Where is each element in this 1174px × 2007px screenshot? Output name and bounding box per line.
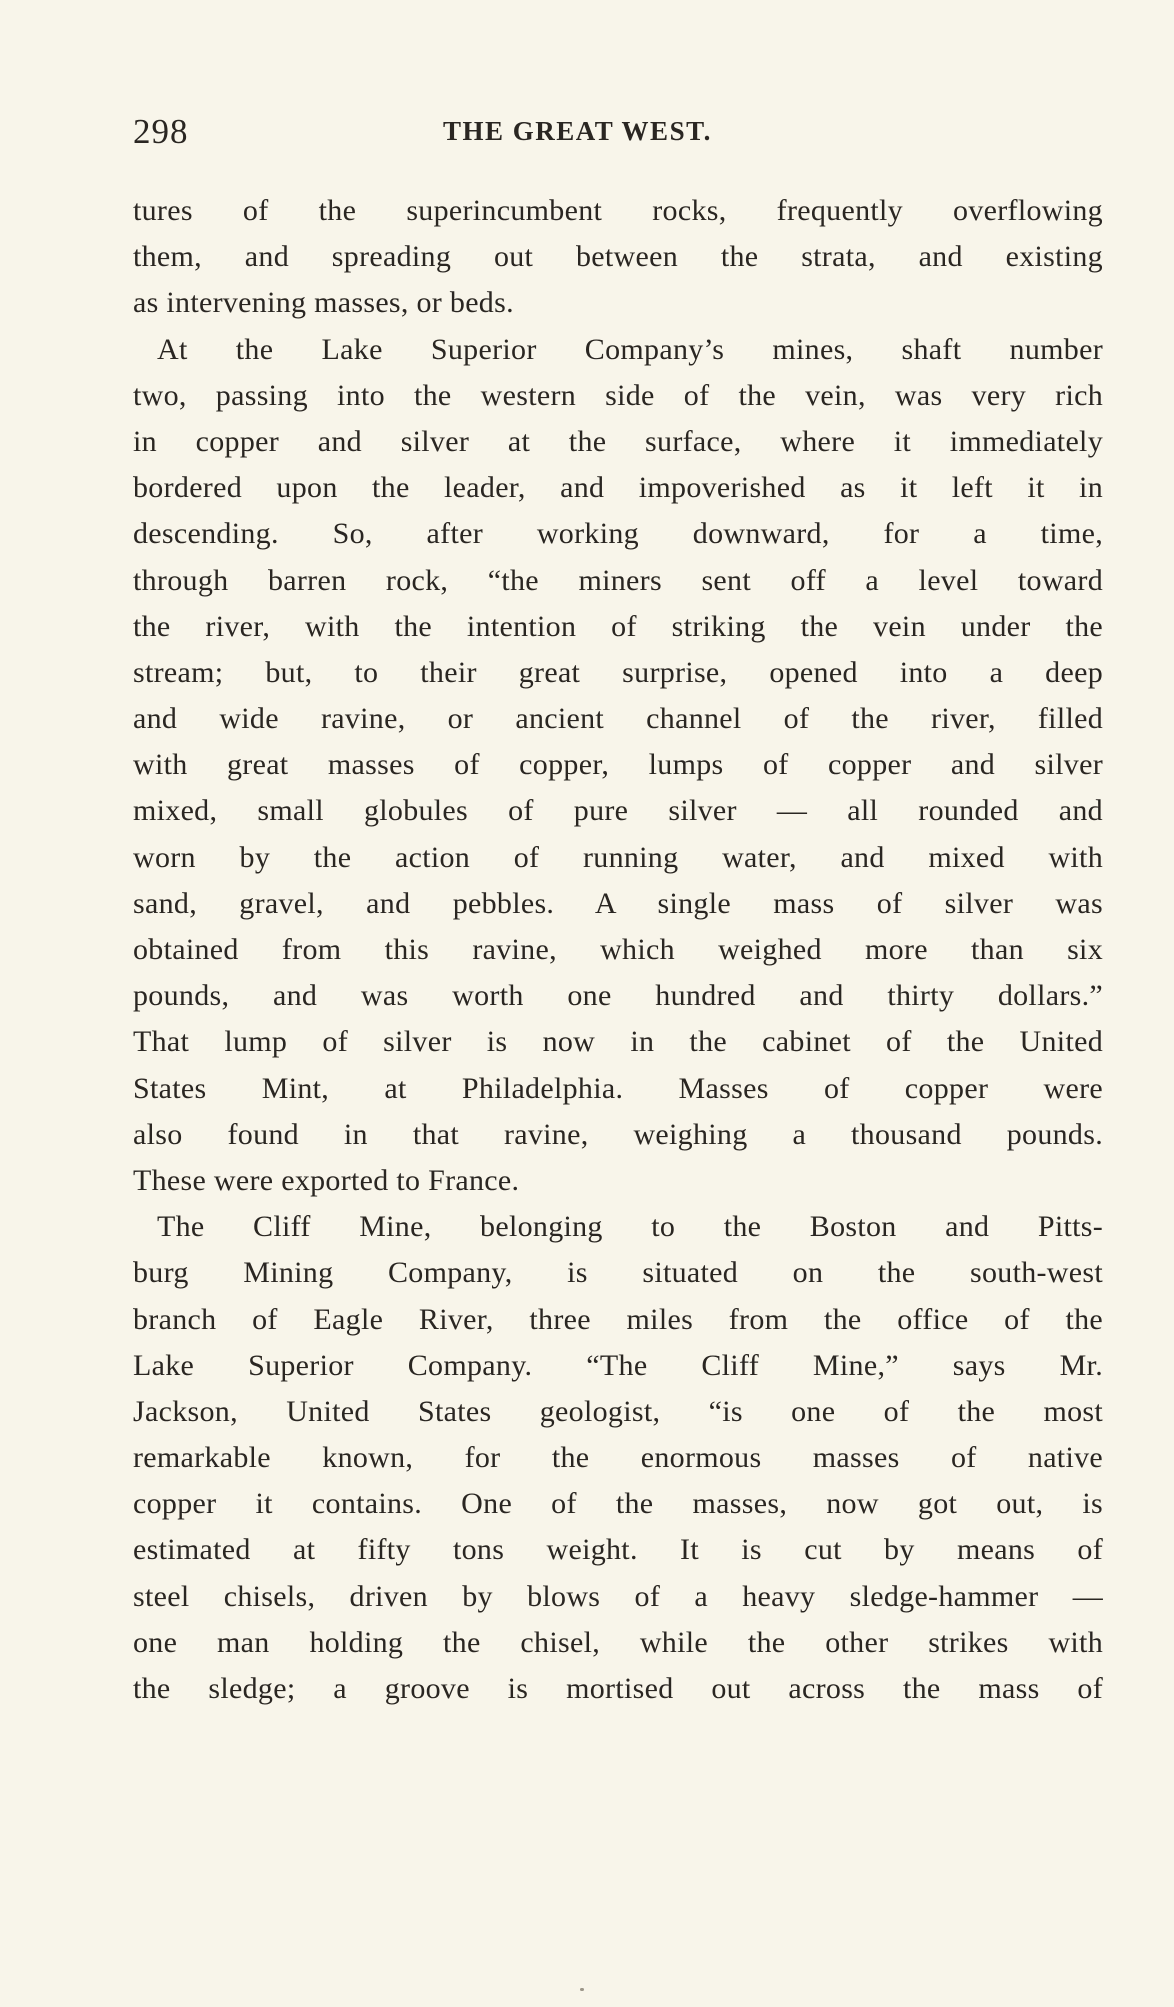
text-line: the sledge; a groove is mortised out across the mass of bbox=[133, 1672, 1103, 1705]
text-line: as intervening masses, or beds. bbox=[133, 286, 514, 320]
text-line: two, passing into the western side of the vein, was very rich bbox=[133, 378, 1103, 412]
text-line: with great masses of copper, lumps of copper and silver bbox=[133, 748, 1103, 782]
text-line: branch of Eagle River, three miles from the office of the bbox=[133, 1302, 1103, 1336]
text-line: tures of the superincumbent rocks, frequently overflowing bbox=[133, 194, 1103, 227]
text-line: stream; but, to their great surprise, opened into a deep bbox=[133, 655, 1103, 689]
text-line: copper it contains. One of the masses, now got out, is bbox=[133, 1487, 1103, 1521]
text-line: bordered upon the leader, and impoverished as it left it in bbox=[133, 471, 1103, 505]
text-line: through barren rock, “the miners sent off a level toward bbox=[133, 563, 1103, 597]
paper-speck bbox=[580, 1988, 584, 1991]
text-line: also found in that ravine, weighing a thousand pounds. bbox=[133, 1117, 1103, 1151]
text-line: burg Mining Company, is situated on the south-west bbox=[133, 1256, 1103, 1290]
text-line: the river, with the intention of striking the vein under the bbox=[133, 609, 1103, 643]
text-line: The Cliff Mine, belonging to the Boston and Pitts- bbox=[157, 1210, 1103, 1244]
text-line: obtained from this ravine, which weighed more than six bbox=[133, 933, 1103, 966]
text-line: Jackson, United States geologist, “is one of the most bbox=[133, 1394, 1103, 1428]
text-line: Lake Superior Company. “The Cliff Mine,” says Mr. bbox=[133, 1348, 1103, 1382]
text-line: sand, gravel, and pebbles. A single mass of silver was bbox=[133, 886, 1103, 920]
page-header bbox=[133, 112, 1103, 162]
text-line: steel chisels, driven by blows of a heavy sledge-hammer — bbox=[133, 1579, 1103, 1613]
text-line: remarkable known, for the enormous masses of native bbox=[133, 1441, 1103, 1475]
text-line: estimated at fifty tons weight. It is cut by means of bbox=[133, 1533, 1103, 1567]
text-line: them, and spreading out between the strata, and existing bbox=[133, 240, 1103, 274]
text-line: pounds, and was worth one hundred and thirty dollars.” bbox=[133, 979, 1103, 1013]
text-line: in copper and silver at the surface, where it immediately bbox=[133, 424, 1103, 458]
text-line: and wide ravine, or ancient channel of the river, filled bbox=[133, 702, 1103, 736]
text-line: one man holding the chisel, while the other strikes with bbox=[133, 1625, 1103, 1659]
page-number: 298 bbox=[133, 112, 189, 151]
running-title: THE GREAT WEST. bbox=[443, 116, 712, 146]
text-line: worn by the action of running water, and mixed with bbox=[133, 840, 1103, 874]
text-line: That lump of silver is now in the cabinet of the United bbox=[133, 1025, 1103, 1059]
text-line: descending. So, after working downward, for a time, bbox=[133, 517, 1103, 551]
text-line: These were exported to France. bbox=[133, 1163, 520, 1197]
text-line: mixed, small globules of pure silver — all rounded and bbox=[133, 794, 1103, 828]
text-line: At the Lake Superior Company’s mines, shaft number bbox=[157, 332, 1103, 366]
text-line: States Mint, at Philadelphia. Masses of copper were bbox=[133, 1071, 1103, 1105]
body-text bbox=[133, 188, 1103, 1712]
